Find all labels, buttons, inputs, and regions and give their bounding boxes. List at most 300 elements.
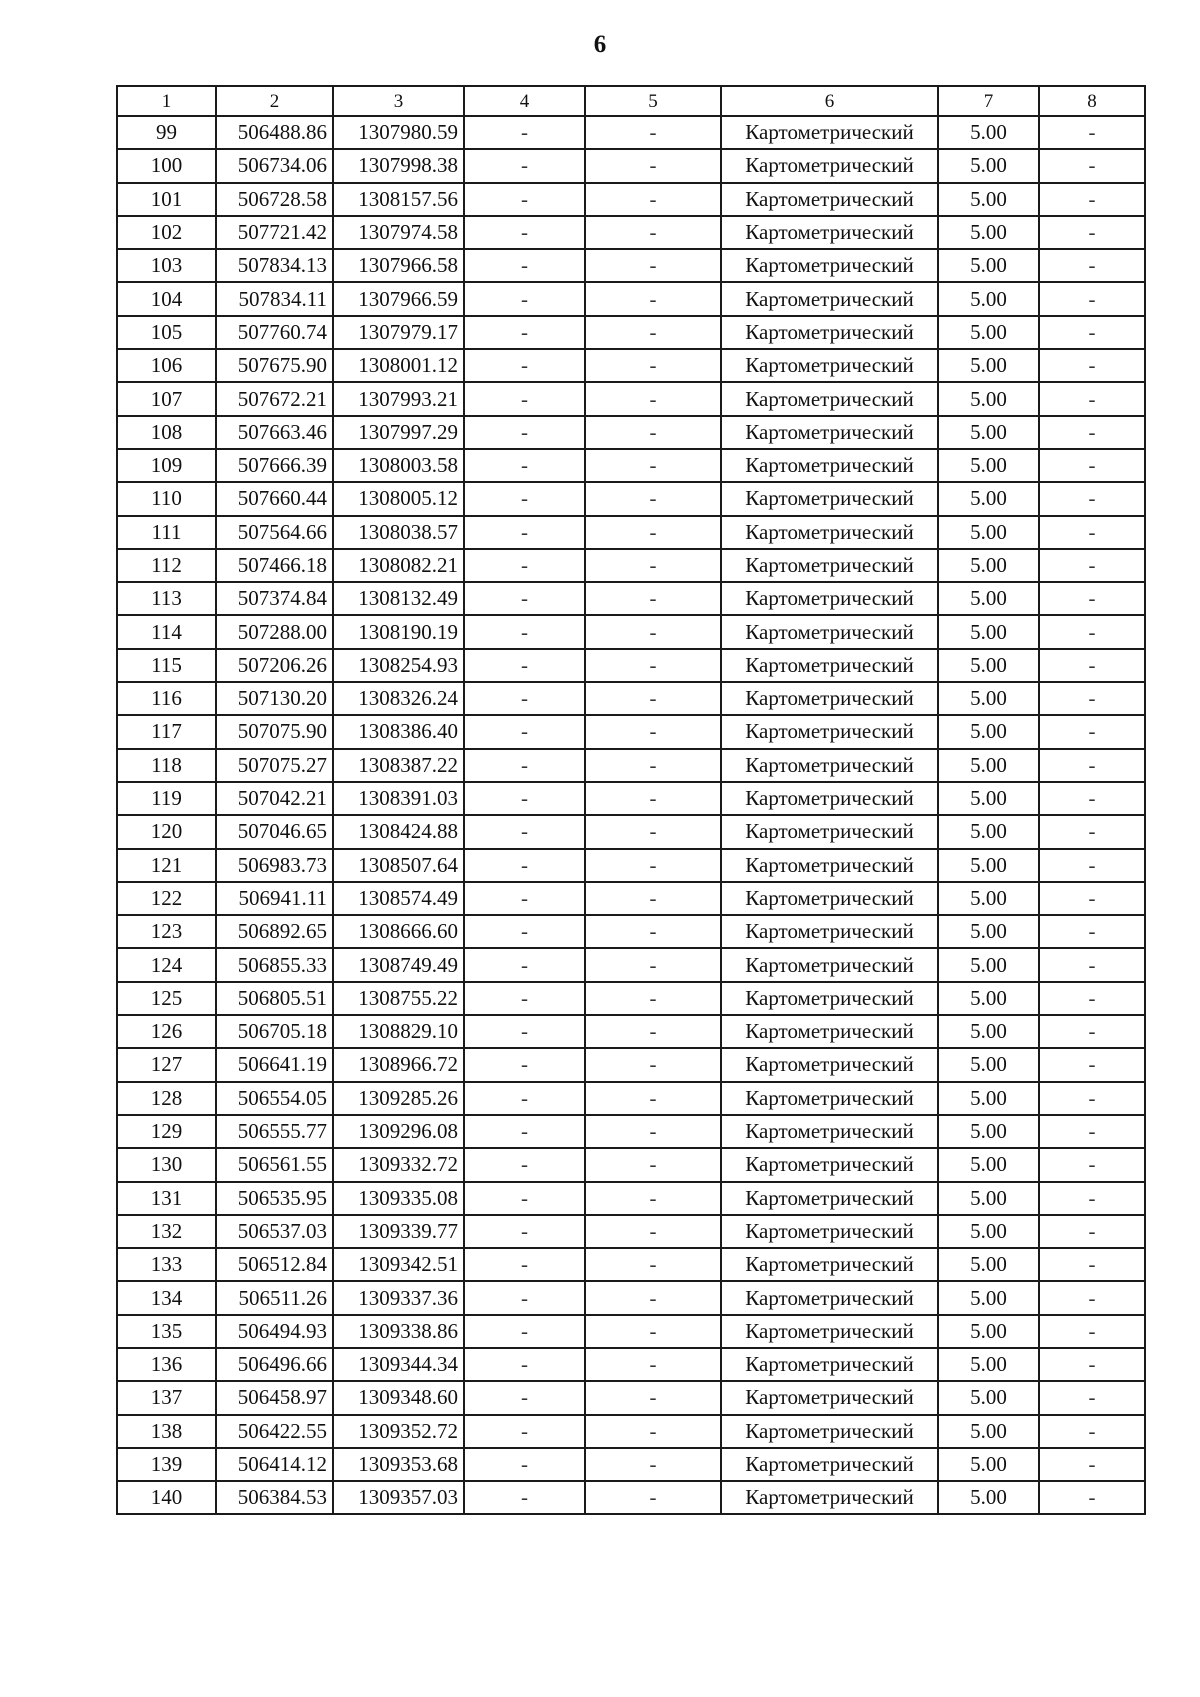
cell-col-4: -: [464, 1481, 585, 1514]
cell-coord-y: 1308326.24: [333, 682, 464, 715]
cell-col-4: -: [464, 183, 585, 216]
cell-point-number: 125: [117, 982, 216, 1015]
cell-coord-y: 1309357.03: [333, 1481, 464, 1514]
cell-col-8: -: [1039, 216, 1145, 249]
cell-col-8: -: [1039, 915, 1145, 948]
cell-col-8: -: [1039, 1082, 1145, 1115]
cell-col-8: -: [1039, 349, 1145, 382]
cell-col-5: -: [585, 849, 721, 882]
cell-col-4: -: [464, 382, 585, 415]
cell-coord-y: 1309348.60: [333, 1381, 464, 1414]
cell-coord-y: 1308755.22: [333, 982, 464, 1015]
cell-col-5: -: [585, 1215, 721, 1248]
cell-coord-y: 1309353.68: [333, 1448, 464, 1481]
cell-point-number: 108: [117, 416, 216, 449]
cell-accuracy: 5.00: [938, 249, 1039, 282]
cell-coord-y: 1309337.36: [333, 1281, 464, 1314]
cell-accuracy: 5.00: [938, 649, 1039, 682]
cell-col-8: -: [1039, 1148, 1145, 1181]
cell-col-8: -: [1039, 416, 1145, 449]
cell-coord-x: 506561.55: [216, 1148, 333, 1181]
cell-col-4: -: [464, 482, 585, 515]
cell-col-4: -: [464, 1281, 585, 1314]
cell-coord-x: 506496.66: [216, 1348, 333, 1381]
cell-method: Картометрический: [721, 1448, 938, 1481]
cell-coord-x: 506555.77: [216, 1115, 333, 1148]
cell-coord-x: 507466.18: [216, 549, 333, 582]
cell-coord-x: 507760.74: [216, 316, 333, 349]
header-row: [117, 86, 1145, 116]
table-row: [117, 1481, 1145, 1514]
cell-point-number: 124: [117, 948, 216, 981]
cell-method: Картометрический: [721, 1415, 938, 1448]
table-row: [117, 516, 1145, 549]
cell-col-8: -: [1039, 183, 1145, 216]
cell-point-number: 110: [117, 482, 216, 515]
column-header-6: 6: [721, 86, 938, 116]
cell-col-8: -: [1039, 1481, 1145, 1514]
cell-col-5: -: [585, 449, 721, 482]
table-row: [117, 449, 1145, 482]
cell-coord-y: 1308003.58: [333, 449, 464, 482]
cell-coord-x: 506941.11: [216, 882, 333, 915]
cell-method: Картометрический: [721, 1381, 938, 1414]
column-header-1: 1: [117, 86, 216, 116]
cell-accuracy: 5.00: [938, 1315, 1039, 1348]
cell-coord-x: 507042.21: [216, 782, 333, 815]
cell-col-8: -: [1039, 649, 1145, 682]
cell-col-4: -: [464, 516, 585, 549]
cell-col-8: -: [1039, 582, 1145, 615]
cell-coord-x: 506488.86: [216, 116, 333, 149]
table-row: [117, 382, 1145, 415]
cell-col-5: -: [585, 1281, 721, 1314]
cell-col-4: -: [464, 1148, 585, 1181]
cell-accuracy: 5.00: [938, 582, 1039, 615]
cell-col-4: -: [464, 948, 585, 981]
cell-point-number: 104: [117, 282, 216, 315]
cell-point-number: 137: [117, 1381, 216, 1414]
cell-coord-x: 506641.19: [216, 1048, 333, 1081]
cell-method: Картометрический: [721, 882, 938, 915]
cell-coord-y: 1309352.72: [333, 1415, 464, 1448]
cell-coord-x: 506892.65: [216, 915, 333, 948]
cell-coord-x: 507663.46: [216, 416, 333, 449]
cell-point-number: 100: [117, 149, 216, 182]
cell-accuracy: 5.00: [938, 1448, 1039, 1481]
cell-accuracy: 5.00: [938, 749, 1039, 782]
cell-coord-x: 507374.84: [216, 582, 333, 615]
cell-method: Картометрический: [721, 349, 938, 382]
cell-col-4: -: [464, 416, 585, 449]
cell-accuracy: 5.00: [938, 1115, 1039, 1148]
cell-col-5: -: [585, 416, 721, 449]
cell-accuracy: 5.00: [938, 1248, 1039, 1281]
cell-accuracy: 5.00: [938, 1148, 1039, 1181]
cell-point-number: 106: [117, 349, 216, 382]
cell-coord-y: 1308132.49: [333, 582, 464, 615]
cell-method: Картометрический: [721, 1215, 938, 1248]
cell-coord-x: 507130.20: [216, 682, 333, 715]
cell-coord-x: 506983.73: [216, 849, 333, 882]
cell-coord-x: 507046.65: [216, 815, 333, 848]
cell-coord-x: 507206.26: [216, 649, 333, 682]
cell-method: Картометрический: [721, 149, 938, 182]
cell-col-4: -: [464, 282, 585, 315]
column-header-8: 8: [1039, 86, 1145, 116]
cell-method: Картометрический: [721, 482, 938, 515]
table-row: [117, 1348, 1145, 1381]
cell-point-number: 136: [117, 1348, 216, 1381]
cell-col-5: -: [585, 782, 721, 815]
cell-point-number: 107: [117, 382, 216, 415]
cell-col-4: -: [464, 1248, 585, 1281]
table-row: [117, 1248, 1145, 1281]
cell-col-8: -: [1039, 882, 1145, 915]
cell-accuracy: 5.00: [938, 1082, 1039, 1115]
cell-coord-y: 1308829.10: [333, 1015, 464, 1048]
table-row: [117, 615, 1145, 648]
cell-coord-x: 506537.03: [216, 1215, 333, 1248]
cell-method: Картометрический: [721, 316, 938, 349]
cell-col-4: -: [464, 649, 585, 682]
cell-col-5: -: [585, 149, 721, 182]
cell-point-number: 130: [117, 1148, 216, 1181]
cell-method: Картометрический: [721, 1281, 938, 1314]
cell-col-8: -: [1039, 1415, 1145, 1448]
cell-point-number: 139: [117, 1448, 216, 1481]
table-row: [117, 482, 1145, 515]
cell-coord-x: 506458.97: [216, 1381, 333, 1414]
column-header-5: 5: [585, 86, 721, 116]
cell-accuracy: 5.00: [938, 882, 1039, 915]
cell-method: Картометрический: [721, 915, 938, 948]
cell-point-number: 126: [117, 1015, 216, 1048]
cell-method: Картометрический: [721, 849, 938, 882]
cell-col-5: -: [585, 249, 721, 282]
cell-col-5: -: [585, 982, 721, 1015]
cell-coord-y: 1308001.12: [333, 349, 464, 382]
cell-coord-y: 1308749.49: [333, 948, 464, 981]
cell-coord-x: 507675.90: [216, 349, 333, 382]
cell-method: Картометрический: [721, 416, 938, 449]
cell-point-number: 133: [117, 1248, 216, 1281]
table-row: [117, 416, 1145, 449]
cell-coord-x: 507672.21: [216, 382, 333, 415]
cell-accuracy: 5.00: [938, 1281, 1039, 1314]
cell-col-8: -: [1039, 449, 1145, 482]
table-row: [117, 915, 1145, 948]
cell-col-5: -: [585, 549, 721, 582]
cell-point-number: 119: [117, 782, 216, 815]
table-row: [117, 149, 1145, 182]
cell-col-8: -: [1039, 1048, 1145, 1081]
cell-coord-y: 1308424.88: [333, 815, 464, 848]
cell-col-5: -: [585, 482, 721, 515]
cell-accuracy: 5.00: [938, 849, 1039, 882]
cell-coord-x: 506734.06: [216, 149, 333, 182]
cell-coord-y: 1308005.12: [333, 482, 464, 515]
cell-col-5: -: [585, 682, 721, 715]
table-row: [117, 183, 1145, 216]
cell-col-5: -: [585, 349, 721, 382]
table-row: [117, 948, 1145, 981]
cell-method: Картометрический: [721, 1348, 938, 1381]
cell-method: Картометрический: [721, 582, 938, 615]
cell-accuracy: 5.00: [938, 349, 1039, 382]
cell-point-number: 103: [117, 249, 216, 282]
cell-col-4: -: [464, 582, 585, 615]
cell-coord-x: 507666.39: [216, 449, 333, 482]
cell-coord-y: 1308966.72: [333, 1048, 464, 1081]
cell-accuracy: 5.00: [938, 449, 1039, 482]
cell-col-5: -: [585, 316, 721, 349]
cell-coord-x: 506422.55: [216, 1415, 333, 1448]
cell-method: Картометрический: [721, 815, 938, 848]
cell-coord-y: 1307998.38: [333, 149, 464, 182]
cell-accuracy: 5.00: [938, 516, 1039, 549]
cell-col-4: -: [464, 615, 585, 648]
cell-coord-x: 506855.33: [216, 948, 333, 981]
cell-accuracy: 5.00: [938, 116, 1039, 149]
cell-coord-y: 1309335.08: [333, 1182, 464, 1215]
cell-col-8: -: [1039, 615, 1145, 648]
cell-col-4: -: [464, 1182, 585, 1215]
cell-col-4: -: [464, 249, 585, 282]
table-row: [117, 1281, 1145, 1314]
cell-col-5: -: [585, 282, 721, 315]
cell-col-4: -: [464, 549, 585, 582]
cell-coord-y: 1308157.56: [333, 183, 464, 216]
cell-col-5: -: [585, 749, 721, 782]
cell-point-number: 122: [117, 882, 216, 915]
cell-col-5: -: [585, 516, 721, 549]
cell-coord-y: 1308254.93: [333, 649, 464, 682]
cell-method: Картометрический: [721, 1082, 938, 1115]
table-row: [117, 1082, 1145, 1115]
cell-point-number: 111: [117, 516, 216, 549]
cell-col-8: -: [1039, 982, 1145, 1015]
cell-method: Картометрический: [721, 1148, 938, 1181]
cell-coord-y: 1308386.40: [333, 715, 464, 748]
cell-method: Картометрический: [721, 1248, 938, 1281]
cell-method: Картометрический: [721, 982, 938, 1015]
cell-point-number: 129: [117, 1115, 216, 1148]
cell-col-5: -: [585, 1481, 721, 1514]
cell-method: Картометрический: [721, 116, 938, 149]
cell-col-4: -: [464, 849, 585, 882]
page-number: 6: [593, 31, 607, 58]
table-row: [117, 249, 1145, 282]
cell-method: Картометрический: [721, 615, 938, 648]
cell-method: Картометрический: [721, 516, 938, 549]
cell-col-8: -: [1039, 549, 1145, 582]
cell-col-8: -: [1039, 249, 1145, 282]
cell-col-4: -: [464, 882, 585, 915]
cell-method: Картометрический: [721, 1481, 938, 1514]
cell-col-5: -: [585, 915, 721, 948]
table-row: [117, 1315, 1145, 1348]
table-row: [117, 282, 1145, 315]
cell-accuracy: 5.00: [938, 615, 1039, 648]
cell-col-8: -: [1039, 1182, 1145, 1215]
cell-point-number: 120: [117, 815, 216, 848]
cell-col-8: -: [1039, 1015, 1145, 1048]
cell-method: Картометрический: [721, 549, 938, 582]
cell-point-number: 140: [117, 1481, 216, 1514]
cell-accuracy: 5.00: [938, 416, 1039, 449]
cell-accuracy: 5.00: [938, 282, 1039, 315]
cell-accuracy: 5.00: [938, 316, 1039, 349]
cell-col-5: -: [585, 1082, 721, 1115]
table-row: [117, 749, 1145, 782]
cell-point-number: 134: [117, 1281, 216, 1314]
column-header-3: 3: [333, 86, 464, 116]
cell-accuracy: 5.00: [938, 815, 1039, 848]
cell-accuracy: 5.00: [938, 682, 1039, 715]
table-row: [117, 882, 1145, 915]
cell-col-8: -: [1039, 1381, 1145, 1414]
cell-point-number: 99: [117, 116, 216, 149]
table-row: [117, 1415, 1145, 1448]
cell-col-8: -: [1039, 116, 1145, 149]
cell-accuracy: 5.00: [938, 1415, 1039, 1448]
cell-col-5: -: [585, 1148, 721, 1181]
cell-col-4: -: [464, 1082, 585, 1115]
cell-col-5: -: [585, 882, 721, 915]
cell-coord-y: 1309296.08: [333, 1115, 464, 1148]
table-row: [117, 782, 1145, 815]
table-row: [117, 715, 1145, 748]
cell-col-5: -: [585, 382, 721, 415]
cell-col-5: -: [585, 1415, 721, 1448]
cell-col-8: -: [1039, 482, 1145, 515]
cell-accuracy: 5.00: [938, 216, 1039, 249]
cell-col-4: -: [464, 1348, 585, 1381]
column-header-7: 7: [938, 86, 1039, 116]
cell-coord-x: 506535.95: [216, 1182, 333, 1215]
cell-coord-x: 507834.11: [216, 282, 333, 315]
cell-point-number: 131: [117, 1182, 216, 1215]
cell-accuracy: 5.00: [938, 1381, 1039, 1414]
cell-point-number: 116: [117, 682, 216, 715]
cell-coord-y: 1307980.59: [333, 116, 464, 149]
table-header: [117, 86, 1145, 116]
cell-method: Картометрический: [721, 1182, 938, 1215]
cell-method: Картометрический: [721, 782, 938, 815]
table-row: [117, 815, 1145, 848]
table-row: [117, 1381, 1145, 1414]
cell-col-5: -: [585, 582, 721, 615]
cell-coord-y: 1308082.21: [333, 549, 464, 582]
cell-coord-y: 1307997.29: [333, 416, 464, 449]
cell-col-4: -: [464, 1015, 585, 1048]
cell-coord-y: 1307993.21: [333, 382, 464, 415]
cell-coord-x: 506805.51: [216, 982, 333, 1015]
cell-col-4: -: [464, 1215, 585, 1248]
cell-col-4: -: [464, 982, 585, 1015]
cell-coord-x: 506554.05: [216, 1082, 333, 1115]
cell-point-number: 113: [117, 582, 216, 615]
cell-col-8: -: [1039, 1281, 1145, 1314]
cell-coord-x: 506494.93: [216, 1315, 333, 1348]
cell-col-5: -: [585, 1348, 721, 1381]
cell-coord-y: 1308666.60: [333, 915, 464, 948]
cell-method: Картометрический: [721, 1315, 938, 1348]
cell-col-4: -: [464, 749, 585, 782]
cell-method: Картометрический: [721, 948, 938, 981]
cell-col-4: -: [464, 449, 585, 482]
cell-accuracy: 5.00: [938, 549, 1039, 582]
cell-accuracy: 5.00: [938, 1481, 1039, 1514]
cell-coord-x: 506512.84: [216, 1248, 333, 1281]
cell-col-8: -: [1039, 1215, 1145, 1248]
cell-col-5: -: [585, 615, 721, 648]
cell-col-8: -: [1039, 849, 1145, 882]
cell-col-5: -: [585, 715, 721, 748]
cell-col-5: -: [585, 1182, 721, 1215]
table-row: [117, 1148, 1145, 1181]
cell-coord-y: 1308574.49: [333, 882, 464, 915]
cell-col-8: -: [1039, 1348, 1145, 1381]
cell-method: Картометрический: [721, 649, 938, 682]
cell-coord-y: 1307974.58: [333, 216, 464, 249]
cell-accuracy: 5.00: [938, 948, 1039, 981]
cell-col-4: -: [464, 116, 585, 149]
cell-col-5: -: [585, 1381, 721, 1414]
cell-coord-y: 1308190.19: [333, 615, 464, 648]
cell-col-5: -: [585, 948, 721, 981]
cell-col-5: -: [585, 649, 721, 682]
cell-coord-x: 506414.12: [216, 1448, 333, 1481]
table-row: [117, 982, 1145, 1015]
cell-col-8: -: [1039, 1248, 1145, 1281]
cell-col-4: -: [464, 316, 585, 349]
cell-col-4: -: [464, 1115, 585, 1148]
table-body: [117, 116, 1145, 1514]
table-row: [117, 1215, 1145, 1248]
cell-coord-y: 1309344.34: [333, 1348, 464, 1381]
cell-col-5: -: [585, 1248, 721, 1281]
table-row: [117, 849, 1145, 882]
cell-col-4: -: [464, 915, 585, 948]
cell-col-4: -: [464, 1381, 585, 1414]
cell-method: Картометрический: [721, 282, 938, 315]
cell-point-number: 128: [117, 1082, 216, 1115]
cell-col-4: -: [464, 815, 585, 848]
cell-col-5: -: [585, 1115, 721, 1148]
cell-coord-x: 507834.13: [216, 249, 333, 282]
table-row: [117, 316, 1145, 349]
cell-method: Картометрический: [721, 382, 938, 415]
cell-col-4: -: [464, 682, 585, 715]
cell-coord-y: 1307966.59: [333, 282, 464, 315]
cell-method: Картометрический: [721, 749, 938, 782]
cell-point-number: 114: [117, 615, 216, 648]
cell-coord-y: 1308387.22: [333, 749, 464, 782]
cell-point-number: 115: [117, 649, 216, 682]
cell-coord-x: 507075.90: [216, 715, 333, 748]
column-header-2: 2: [216, 86, 333, 116]
cell-col-5: -: [585, 183, 721, 216]
cell-method: Картометрический: [721, 249, 938, 282]
cell-col-5: -: [585, 1015, 721, 1048]
cell-point-number: 117: [117, 715, 216, 748]
cell-coord-x: 507075.27: [216, 749, 333, 782]
table-row: [117, 1182, 1145, 1215]
cell-method: Картометрический: [721, 682, 938, 715]
cell-col-8: -: [1039, 715, 1145, 748]
